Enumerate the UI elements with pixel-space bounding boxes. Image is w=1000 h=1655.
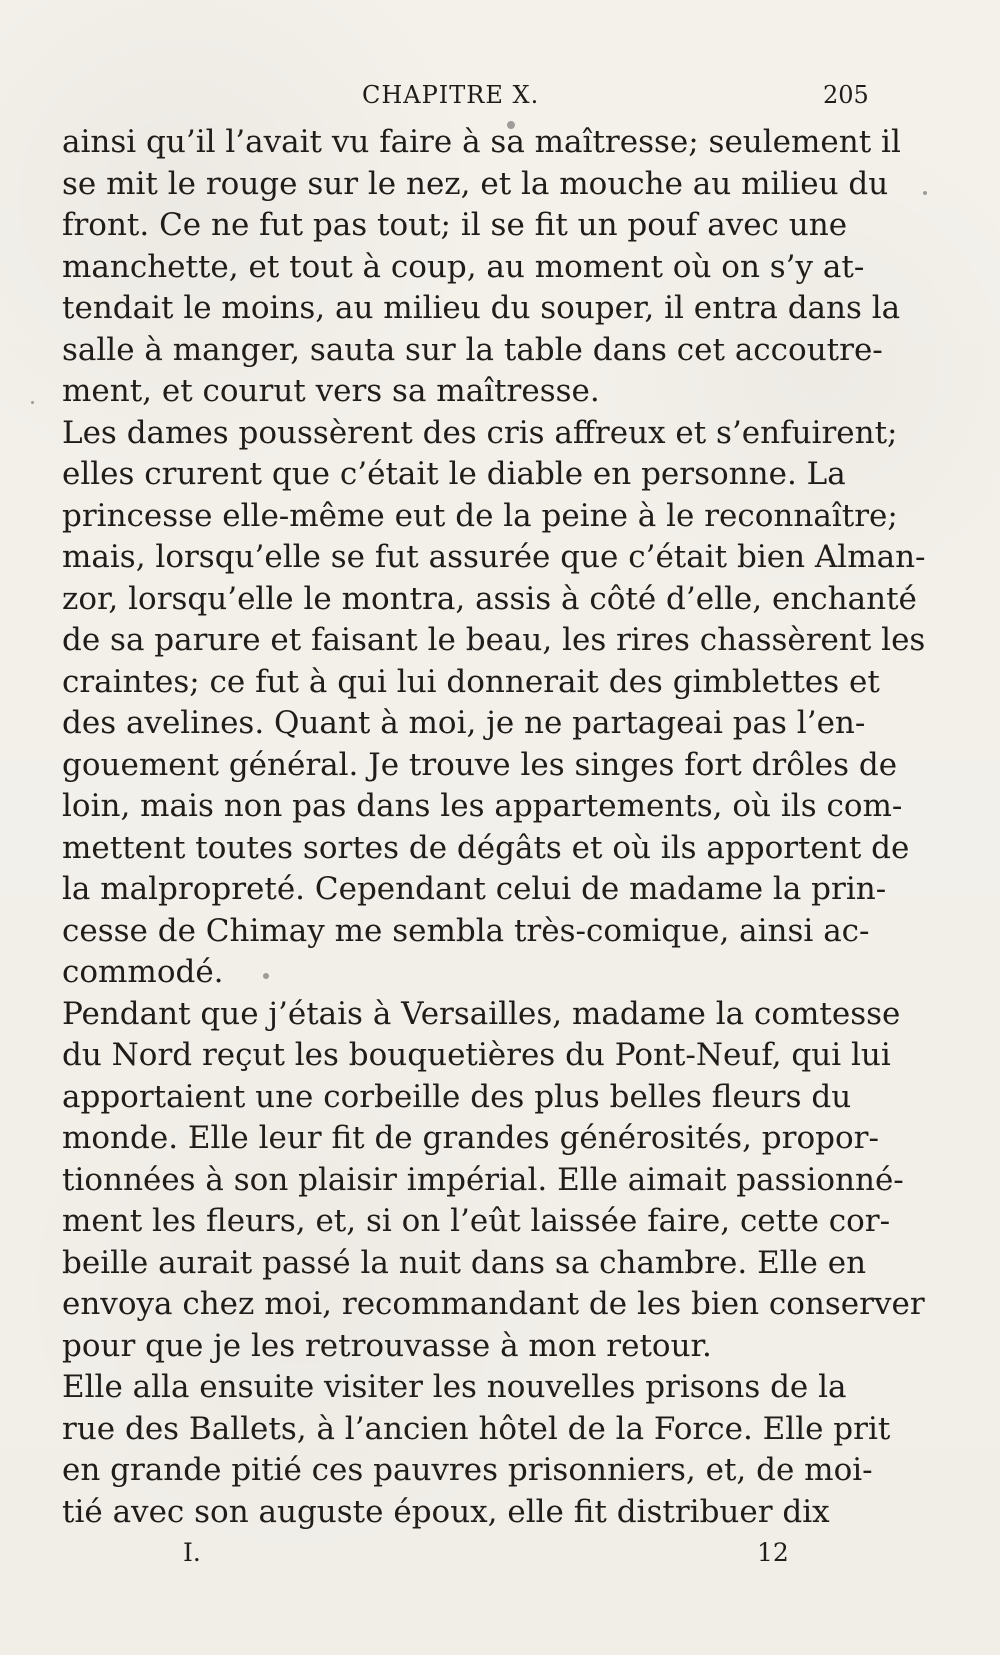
text-line: la malpropreté. Cependant celui de madame la prin- <box>62 871 887 907</box>
ink-speck <box>507 121 515 129</box>
text-line: Elle alla ensuite visiter les nouvelles prisons de la <box>62 1369 847 1405</box>
text-line: gouement général. Je trouve les singes fort drôles de <box>62 746 898 783</box>
text-line: mettent toutes sortes de dégâts et où ils apportent de <box>62 829 910 866</box>
text-line: princesse elle-même eut de la peine à le reconnaître; <box>62 497 898 534</box>
text-line: commodé. <box>62 954 224 990</box>
text-line: salle à manger, sauta sur la table dans cet accoutre- <box>62 331 883 368</box>
text-line: se mit le rouge sur le nez, et la mouche au milieu du <box>62 165 889 202</box>
ink-speck <box>923 191 927 195</box>
text-line: ment les fleurs, et, si on l’eût laissée faire, cette cor- <box>62 1203 891 1239</box>
text-line: zor, lorsqu’elle le montra, assis à côté d’elle, enchanté <box>62 580 917 617</box>
page-number: 205 <box>823 81 869 109</box>
text-line: front. Ce ne fut pas tout; il se fit un pouf avec une <box>62 207 848 243</box>
text-line: rue des Ballets, à l’ancien hôtel de la Force. Elle prit <box>62 1410 891 1447</box>
ink-speck <box>263 973 269 979</box>
text-line: des avelines. Quant à moi, je ne partageai pas l’en- <box>62 705 866 741</box>
text-line: envoya chez moi, recommandant de les bien conserver <box>62 1286 925 1322</box>
text-line: elles crurent que c’était le diable en personne. La <box>62 456 846 492</box>
text-line: de sa parure et faisant le beau, les rires chassèrent les <box>62 622 926 658</box>
paragraph-4 <box>62 1367 891 1533</box>
paragraph-1 <box>62 122 901 413</box>
text-line: manchette, et tout à coup, au moment où on s’y at- <box>62 248 865 285</box>
text-line: tendait le moins, au milieu du souper, il entra dans la <box>62 290 901 326</box>
signature-right: 12 <box>757 1538 789 1567</box>
ink-speck <box>905 587 908 590</box>
paragraph-2 <box>62 413 926 994</box>
running-head: CHAPITRE X. <box>362 81 540 109</box>
text-line: Pendant que j’étais à Versailles, madame la comtesse <box>62 995 901 1032</box>
text-line: tié avec son auguste époux, elle fit distribuer dix <box>62 1493 830 1530</box>
text-line: ment, et courut vers sa maîtresse. <box>62 373 600 409</box>
text-line: apportaient une corbeille des plus belles fleurs du <box>62 1078 852 1115</box>
text-line: Les dames poussèrent des cris affreux et s’enfuirent; <box>62 414 898 451</box>
page-header <box>0 0 1000 109</box>
text-line: en grande pitié ces pauvres prisonniers, et, de moi- <box>62 1452 873 1488</box>
text-line: tionnées à son plaisir impérial. Elle aimait passionné- <box>62 1161 904 1198</box>
signature-left: I. <box>183 1538 201 1567</box>
text-line: mais, lorsqu’elle se fut assurée que c’était bien Alman- <box>62 539 926 575</box>
text-line: monde. Elle leur fit de grandes générosités, propor- <box>62 1120 879 1156</box>
ink-speck <box>31 401 34 404</box>
text-line: craintes; ce fut à qui lui donnerait des gimblettes et <box>62 663 880 700</box>
body-text <box>62 122 926 1533</box>
text-line: ainsi qu’il l’avait vu faire à sa maîtresse; seulement il <box>62 124 901 160</box>
text-line: beille aurait passé la nuit dans sa chambre. Elle en <box>62 1244 867 1281</box>
text-line: cesse de Chimay me sembla très-comique, ainsi ac- <box>62 912 870 949</box>
text-line: pour que je les retrouvasse à mon retour. <box>62 1327 712 1364</box>
text-line: loin, mais non pas dans les appartements, où ils com- <box>62 788 903 824</box>
text-line: du Nord reçut les bouquetières du Pont-Neuf, qui lui <box>62 1037 891 1073</box>
paragraph-3 <box>62 994 925 1368</box>
